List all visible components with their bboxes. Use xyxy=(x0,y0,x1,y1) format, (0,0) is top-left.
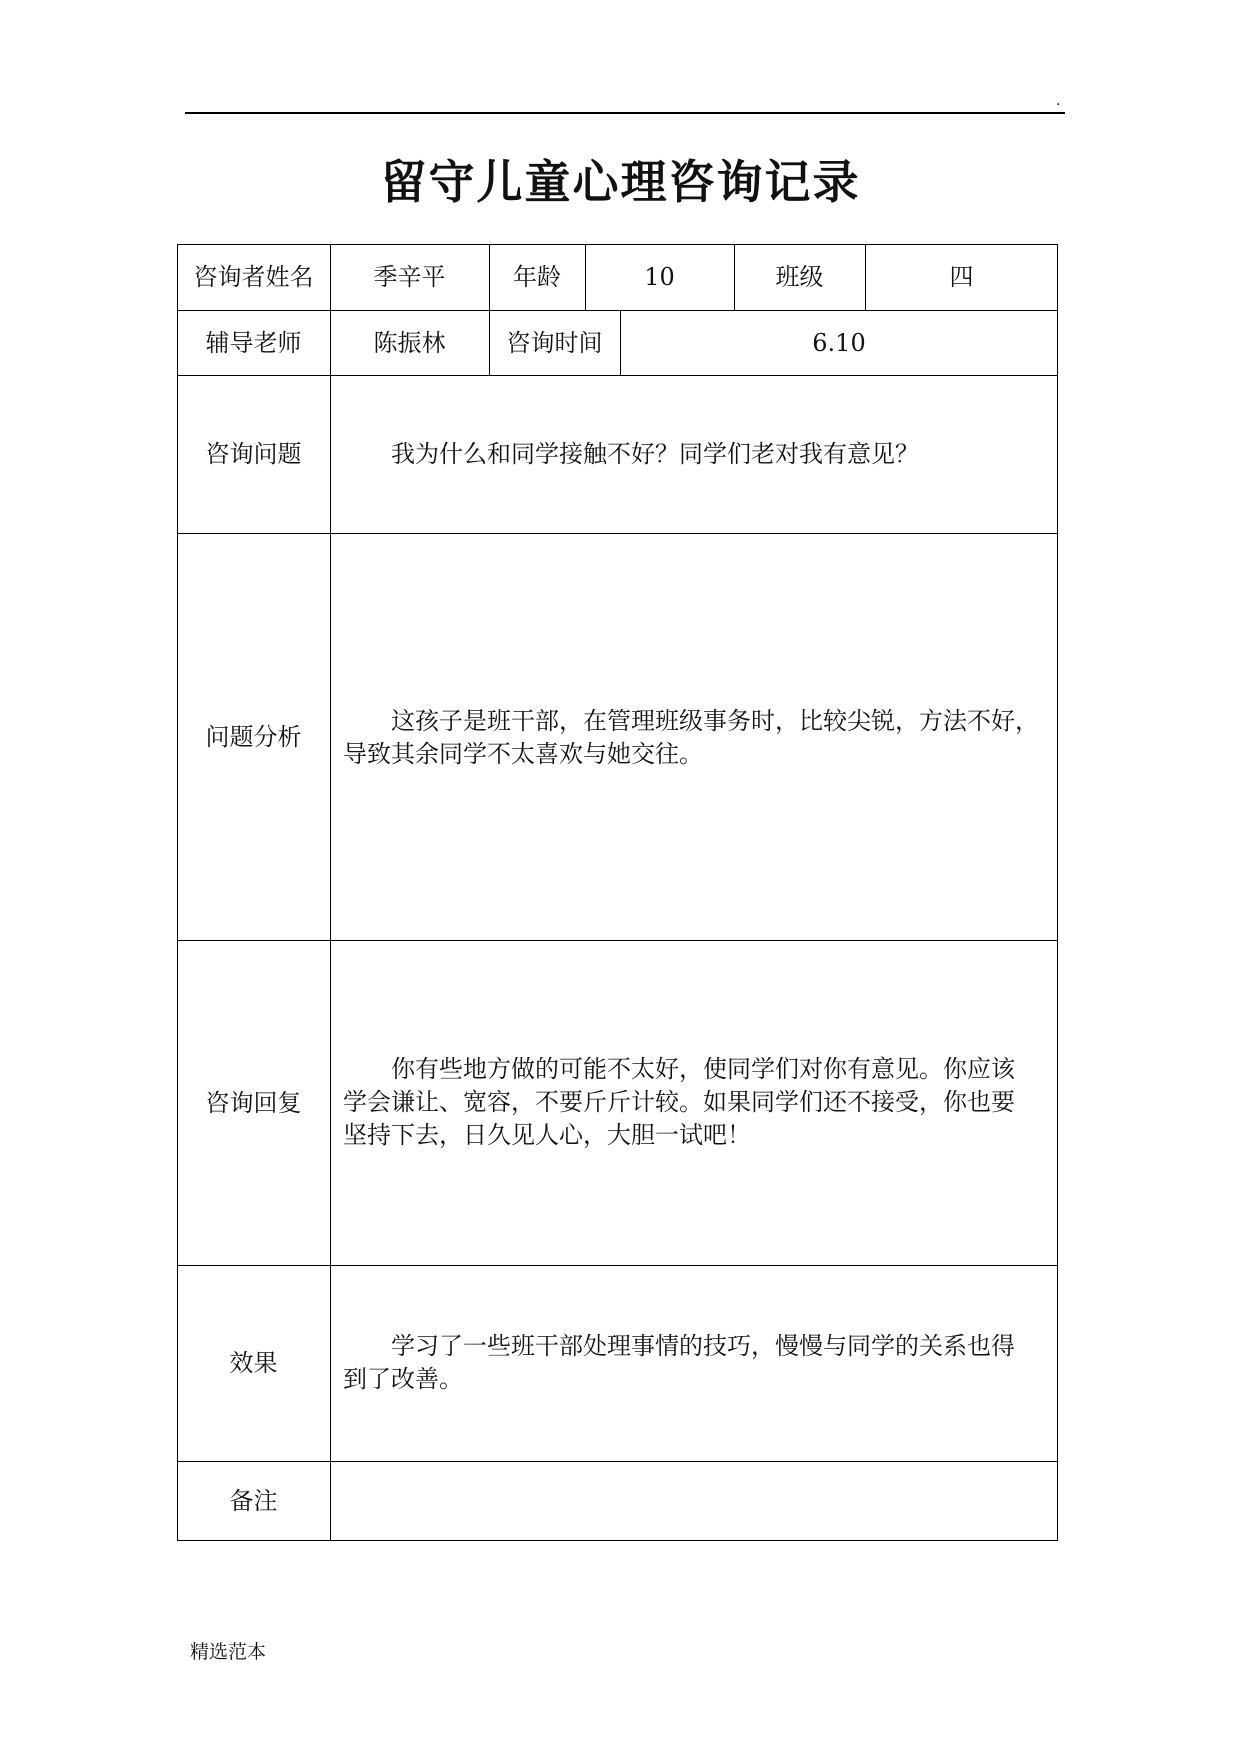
remarks-value xyxy=(330,1461,1058,1541)
question-text xyxy=(343,438,1055,471)
header-rule xyxy=(185,112,1065,114)
analysis-line: 导致其余同学不太喜欢与她交往。 xyxy=(343,740,703,768)
reply-line: 坚持下去，日久见人心，大胆一试吧！ xyxy=(343,1121,751,1149)
analysis-label: 问题分析 xyxy=(205,722,302,751)
time-label: 咨询时间 xyxy=(506,328,603,357)
effect-line: 学习了一些班干部处理事情的技巧，慢慢与同学的关系也得 xyxy=(343,1332,1015,1360)
analysis-text xyxy=(343,705,1063,771)
column-divider xyxy=(330,244,331,1541)
effect-line: 到了改善。 xyxy=(343,1365,463,1393)
time-value: 6.10 xyxy=(812,328,866,357)
reply-line: 你有些地方做的可能不太好，使同学们对你有意见。你应该 xyxy=(343,1055,1015,1083)
name-label: 咨询者姓名 xyxy=(193,263,314,291)
reply-text xyxy=(343,1053,1055,1152)
class-value: 四 xyxy=(949,263,974,291)
class-label: 班级 xyxy=(775,263,824,291)
remarks-label: 备注 xyxy=(229,1487,278,1515)
age-value: 10 xyxy=(644,263,675,291)
question-line: 我为什么和同学接触不好？同学们老对我有意见？ xyxy=(343,440,919,468)
footer-text: 精选范本 xyxy=(190,1641,267,1663)
effect-label: 效果 xyxy=(229,1349,278,1377)
teacher-value: 陈振林 xyxy=(373,328,446,357)
reply-label: 咨询回复 xyxy=(205,1088,302,1117)
question-label: 咨询问题 xyxy=(205,440,302,468)
analysis-line: 这孩子是班干部，在管理班级事务时，比较尖锐，方法不好， xyxy=(343,707,1039,735)
effect-text xyxy=(343,1330,1055,1396)
teacher-label: 辅导老师 xyxy=(205,328,302,357)
reply-line: 学会谦让、宽容，不要斤斤计较。如果同学们还不接受，你也要 xyxy=(343,1088,1015,1116)
page-title: 留守儿童心理咨询记录 xyxy=(380,155,861,209)
name-value: 季辛平 xyxy=(373,263,446,291)
header-mark: . xyxy=(1056,93,1061,109)
age-label: 年龄 xyxy=(513,263,561,291)
